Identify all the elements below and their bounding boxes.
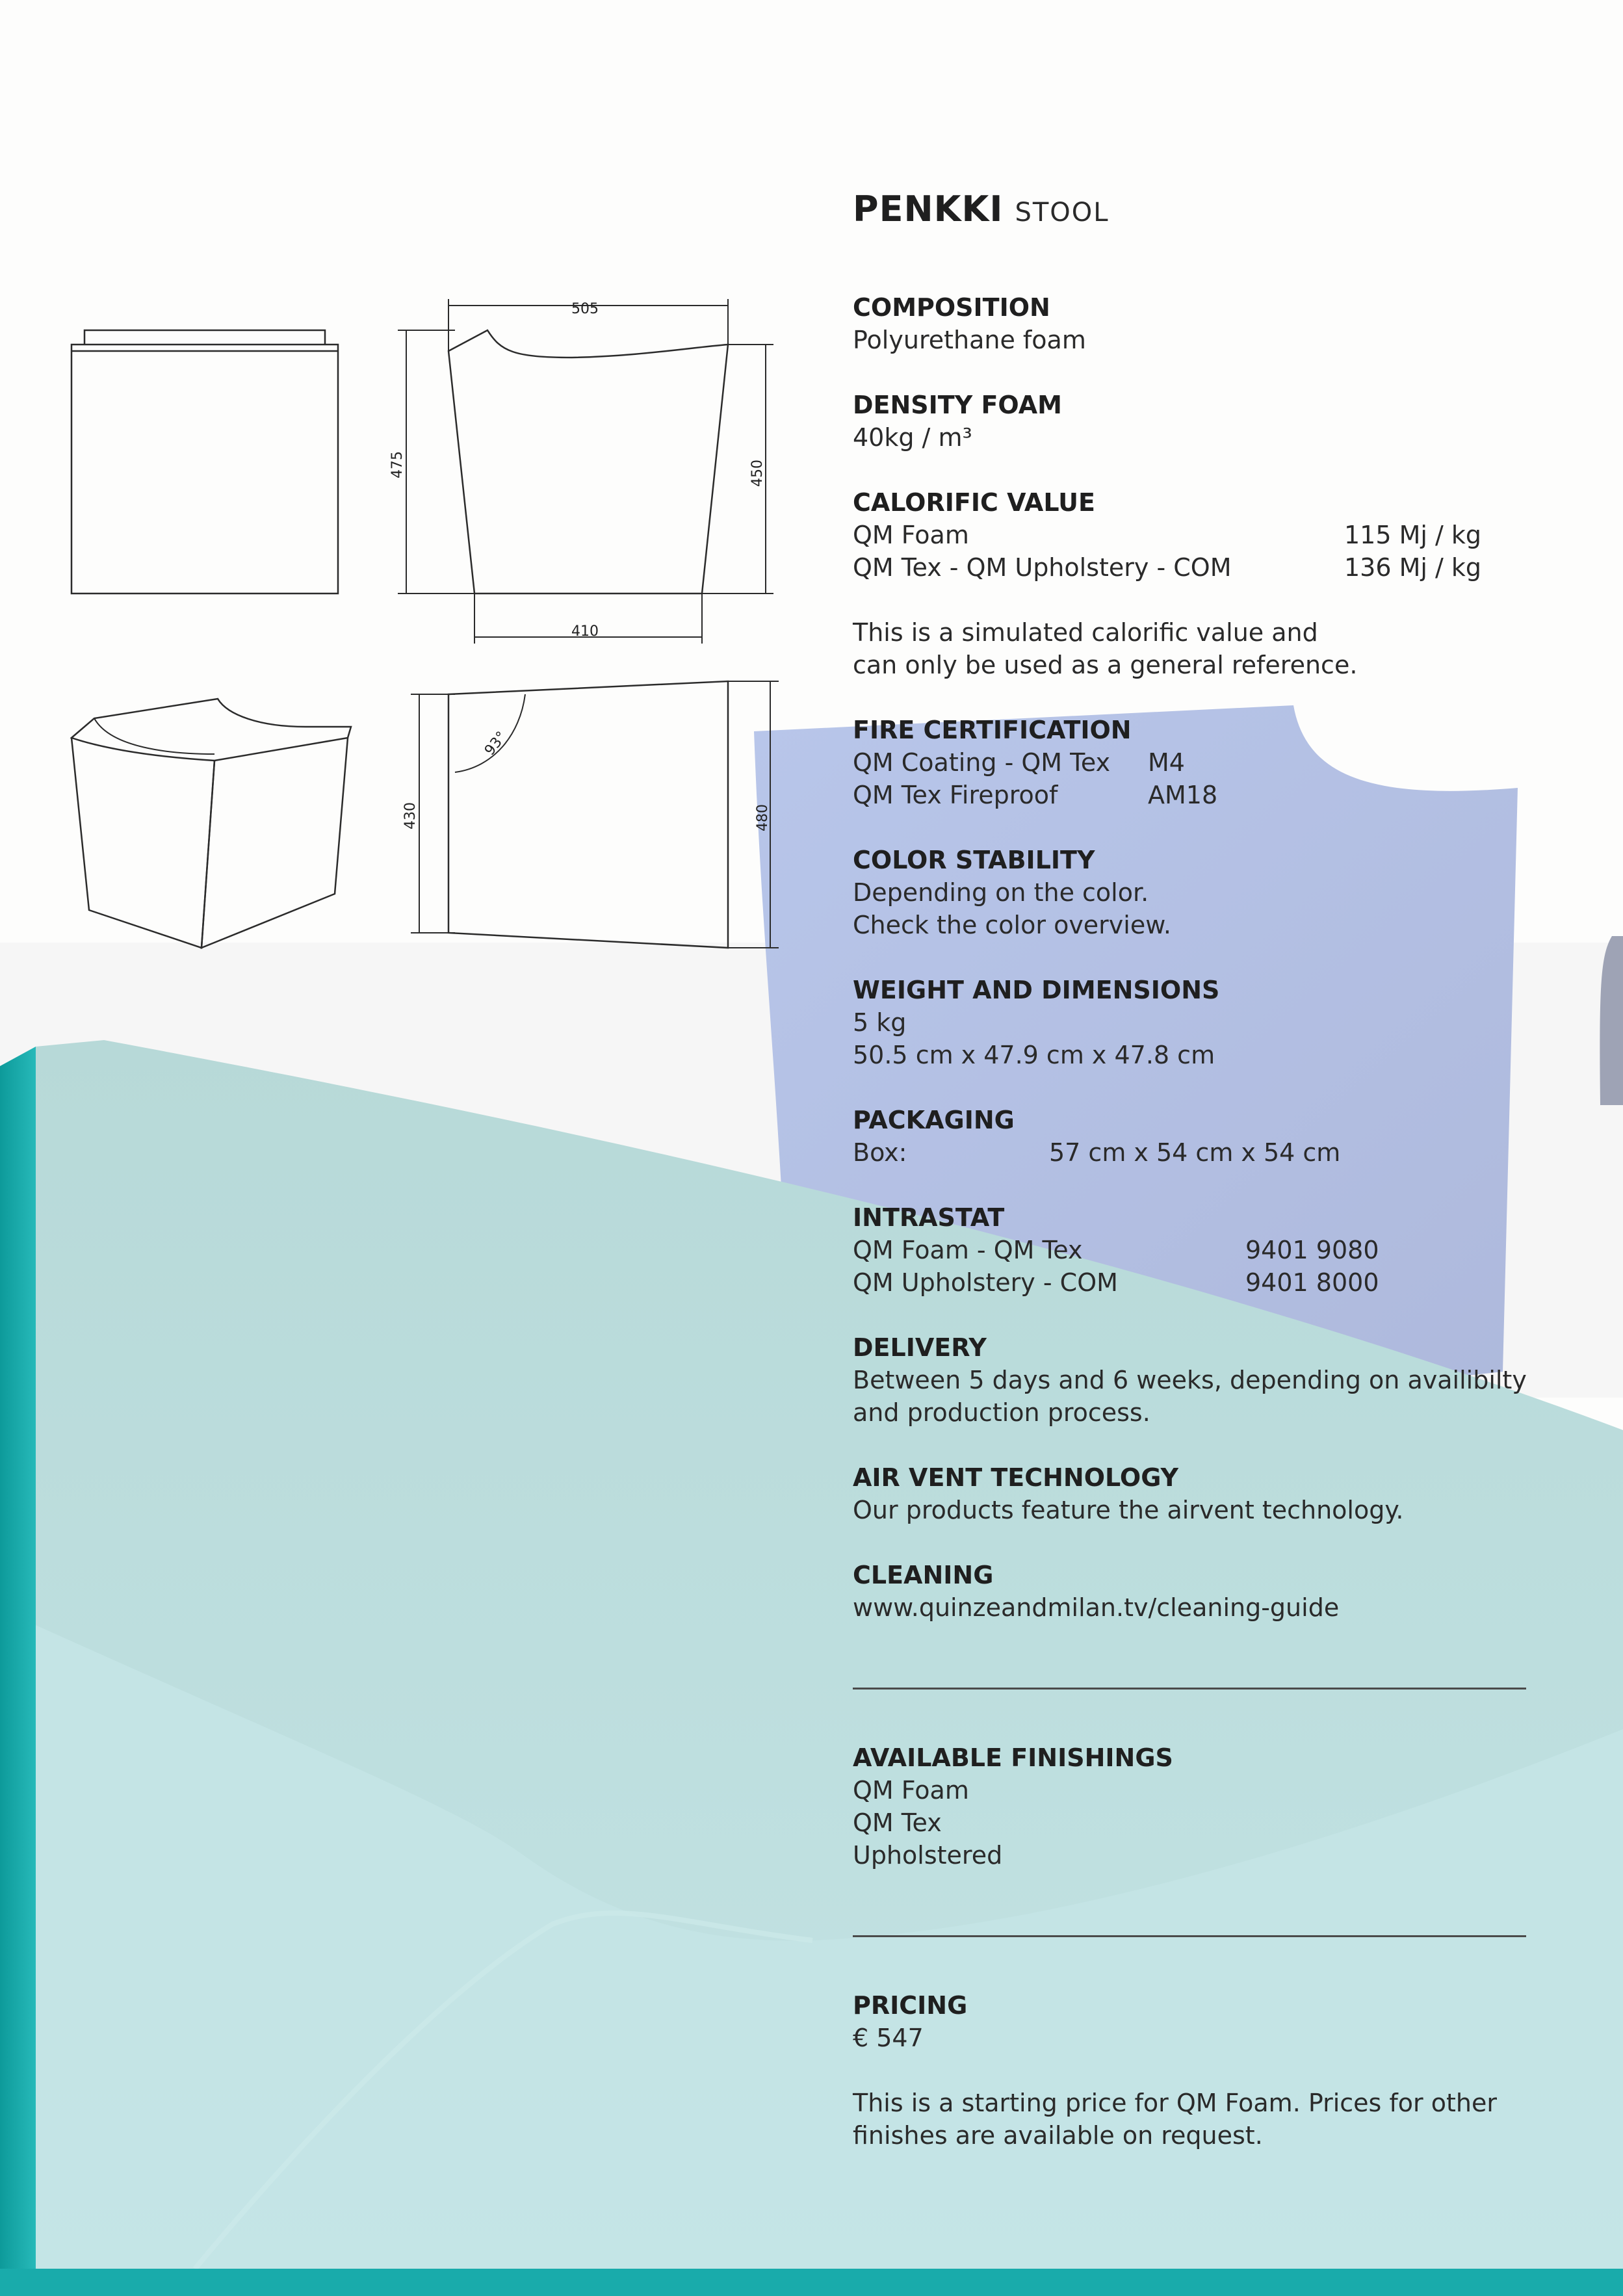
calorific-heading: CALORIFIC VALUE <box>853 488 1095 517</box>
delivery-section <box>853 1331 1529 1429</box>
dim-lower-left-height: 430 <box>402 802 419 829</box>
calorific-note: This is a simulated calorific value and <box>853 618 1318 647</box>
density-value: 40kg / m³ <box>853 423 972 452</box>
intrastat-label: QM Upholstery - COM <box>853 1268 1118 1297</box>
finishings-section <box>853 1742 1529 1872</box>
calorific-value: 136 Mj / kg <box>1344 553 1482 582</box>
dim-top-width: 505 <box>571 301 599 317</box>
price-value: € 547 <box>853 2024 924 2052</box>
dim-right-height: 450 <box>749 460 766 487</box>
fire-label: QM Tex Fireproof <box>853 781 1058 809</box>
composition-section <box>853 291 1529 356</box>
weight-heading: WEIGHT AND DIMENSIONS <box>853 976 1220 1004</box>
fire-section <box>853 714 1529 811</box>
product-subtitle: STOOL <box>1015 198 1110 228</box>
intrastat-label: QM Foam - QM Tex <box>853 1236 1083 1264</box>
finishing-item: QM Foam <box>853 1776 969 1805</box>
packaging-section <box>853 1104 1529 1169</box>
pricing-heading: PRICING <box>853 1991 968 2020</box>
fire-heading: FIRE CERTIFICATION <box>853 716 1132 744</box>
calorific-label: QM Tex - QM Upholstery - COM <box>853 553 1232 582</box>
intrastat-row <box>853 1234 1529 1266</box>
weight-section <box>853 974 1529 1071</box>
packaging-value: 57 cm x 54 cm x 54 cm <box>1049 1138 1341 1167</box>
density-section <box>853 389 1529 454</box>
calorific-value: 115 Mj / kg <box>1344 521 1482 549</box>
composition-value: Polyurethane foam <box>853 326 1086 354</box>
air-vent-heading: AIR VENT TECHNOLOGY <box>853 1463 1179 1492</box>
calorific-section <box>853 486 1529 681</box>
dim-left-height: 475 <box>389 451 406 478</box>
lower-side-view-drawing <box>411 681 779 948</box>
color-stability-line: Depending on the color. <box>853 878 1149 907</box>
fire-row <box>853 779 1529 811</box>
packaging-heading: PACKAGING <box>853 1106 1015 1134</box>
calorific-label: QM Foam <box>853 521 969 549</box>
delivery-heading: DELIVERY <box>853 1333 987 1362</box>
intrastat-value: 9401 8000 <box>1245 1268 1379 1297</box>
air-vent-section <box>853 1461 1529 1526</box>
dim-angle: 93° <box>482 728 510 759</box>
weight-value: 5 kg <box>853 1008 907 1037</box>
finishings-heading: AVAILABLE FINISHINGS <box>853 1743 1173 1772</box>
fire-row <box>853 746 1529 779</box>
delivery-line: Between 5 days and 6 weeks, depending on availibilty <box>853 1366 1527 1394</box>
side-view-drawing <box>398 299 773 644</box>
intrastat-heading: INTRASTAT <box>853 1203 1005 1232</box>
calorific-row <box>853 519 1529 551</box>
fire-value: AM18 <box>1148 781 1218 809</box>
density-heading: DENSITY FOAM <box>853 391 1062 419</box>
cleaning-section <box>853 1559 1529 1624</box>
composition-heading: COMPOSITION <box>853 293 1050 322</box>
cleaning-link[interactable]: www.quinzeandmilan.tv/cleaning-guide <box>853 1593 1340 1622</box>
intrastat-row <box>853 1266 1529 1299</box>
color-stability-section <box>853 844 1529 941</box>
title-row <box>853 189 1529 241</box>
packaging-row <box>853 1136 1529 1169</box>
dim-lower-right-height: 480 <box>755 804 771 831</box>
spec-sheet <box>853 189 1529 2152</box>
front-view-drawing <box>71 330 338 594</box>
finishing-item: QM Tex <box>853 1808 942 1837</box>
intrastat-section <box>853 1201 1529 1299</box>
dim-bottom-width: 410 <box>571 623 599 640</box>
pricing-note: This is a starting price for QM Foam. Prices for other <box>853 2089 1497 2117</box>
delivery-line: and production process. <box>853 1398 1150 1427</box>
calorific-note: can only be used as a general reference. <box>853 651 1358 679</box>
pricing-note: finishes are available on request. <box>853 2121 1263 2150</box>
dimensions-value: 50.5 cm x 47.9 cm x 47.8 cm <box>853 1041 1215 1069</box>
calorific-row <box>853 551 1529 584</box>
pricing-section <box>853 1989 1529 2152</box>
finishing-item: Upholstered <box>853 1841 1003 1870</box>
color-stability-heading: COLOR STABILITY <box>853 846 1095 874</box>
fire-label: QM Coating - QM Tex <box>853 748 1111 777</box>
color-stability-line: Check the color overview. <box>853 911 1171 939</box>
fire-value: M4 <box>1148 748 1185 777</box>
cleaning-heading: CLEANING <box>853 1561 994 1589</box>
intrastat-value: 9401 9080 <box>1245 1236 1379 1264</box>
perspective-view-drawing <box>71 699 351 948</box>
air-vent-value: Our products feature the airvent technology. <box>853 1496 1404 1524</box>
product-title: PENKKI <box>853 189 1004 229</box>
packaging-label: Box: <box>853 1138 907 1167</box>
